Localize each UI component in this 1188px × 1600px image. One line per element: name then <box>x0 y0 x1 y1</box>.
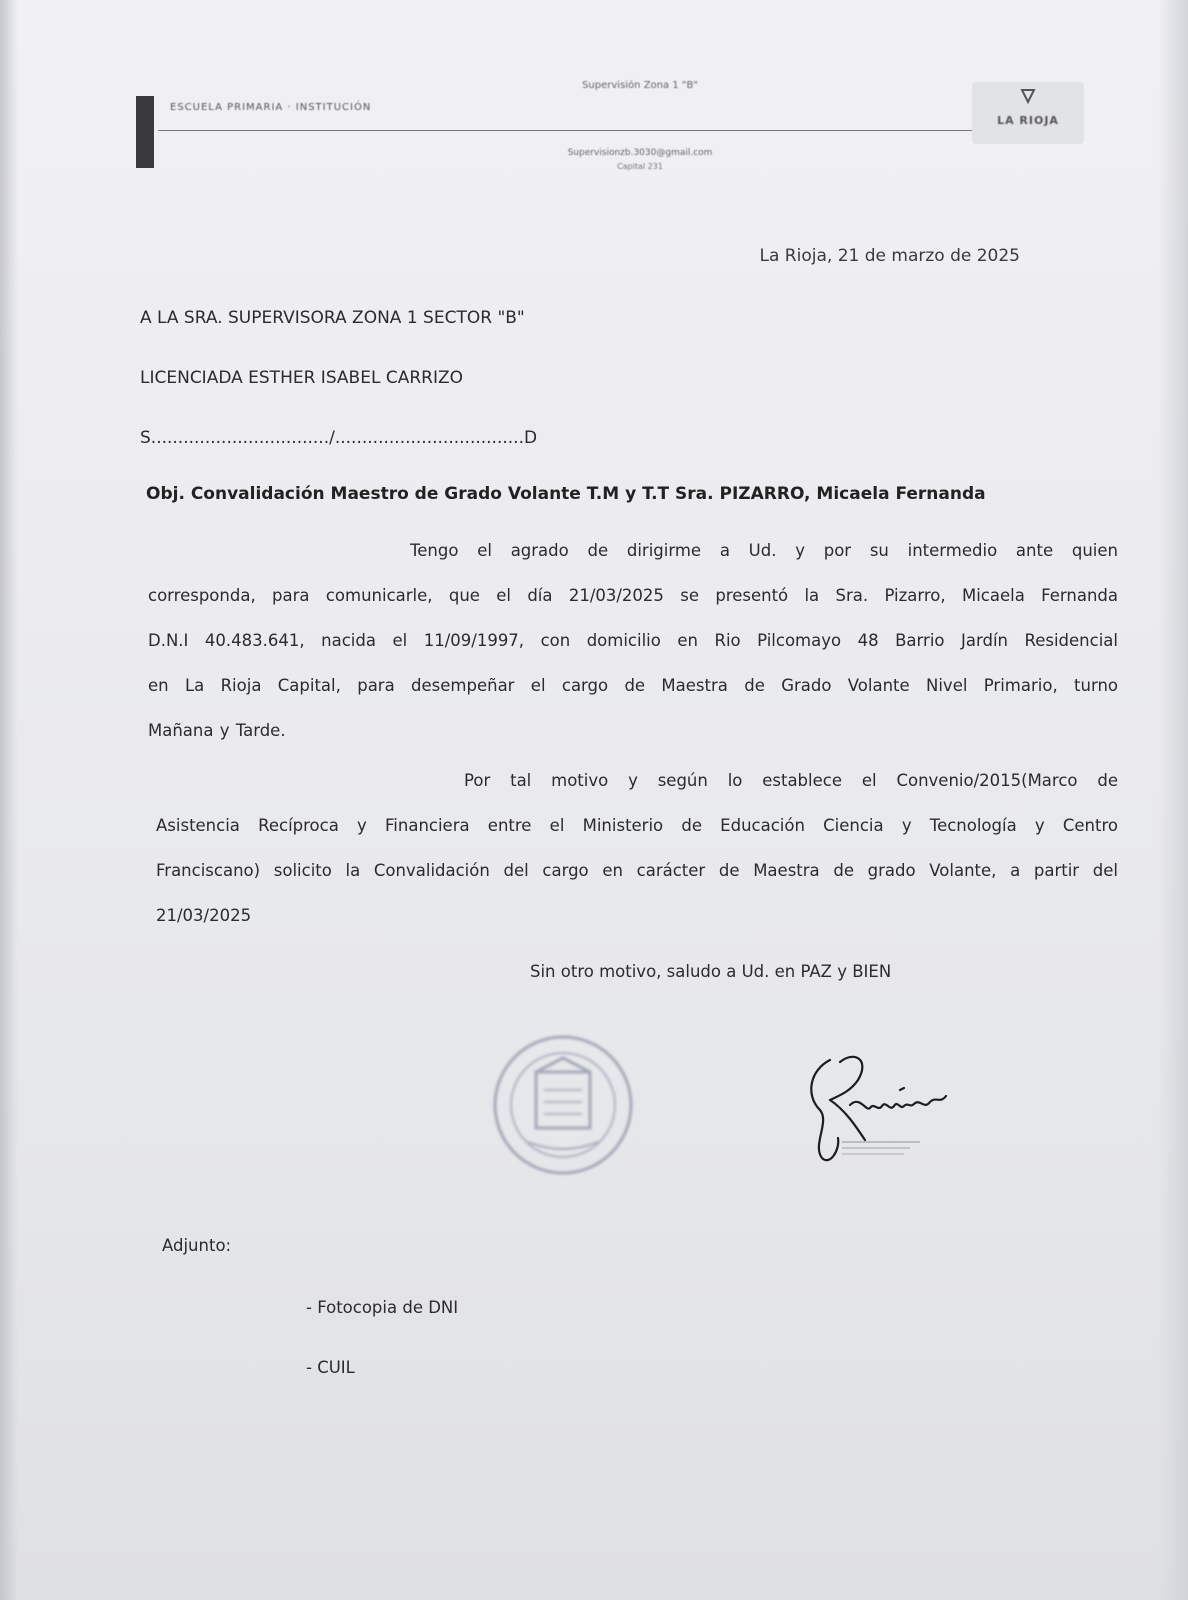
body-paragraph-2 <box>156 758 1118 938</box>
recipient-line-1: A LA SRA. SUPERVISORA ZONA 1 SECTOR "B" <box>140 308 525 328</box>
recipient-line-3: S................................./...................................D <box>140 428 538 448</box>
letter-date: La Rioja, 21 de marzo de 2025 <box>759 246 1020 266</box>
paragraph-line: Asistencia Recíproca y Financiera entre el Ministerio de Educación Ciencia y Tecnología y Centro <box>156 816 1118 835</box>
school-seal-stamp <box>488 1030 638 1180</box>
attachment-item: - Fotocopia de DNI <box>306 1298 459 1317</box>
paragraph-line: en La Rioja Capital, para desempeñar el cargo de Maestra de Grado Volante Nivel Primario, turno <box>148 676 1118 695</box>
paragraph-line: Mañana y Tarde. <box>148 721 286 740</box>
paragraph-line: Franciscano) solicito la Convalidación del cargo en carácter de Maestra de grado Volante, a partir del <box>156 861 1118 880</box>
paragraph-line: corresponda, para comunicarle, que el día 21/03/2025 se presentó la Sra. Pizarro, Micaela Fernanda <box>148 586 1118 605</box>
closing-line: Sin otro motivo, saludo a Ud. en PAZ y BIEN <box>530 962 892 981</box>
la-rioja-logo-text: LA RIOJA <box>997 114 1059 127</box>
letterhead-school-name: ESCUELA PRIMARIA · INSTITUCIÓN <box>170 102 372 113</box>
letterhead-address: Capital 231 <box>617 162 663 171</box>
attachment-item: - CUIL <box>306 1358 355 1377</box>
paragraph-line: D.N.I 40.483.641, nacida el 11/09/1997, con domicilio en Rio Pilcomayo 48 Barrio Jardín Residencial <box>148 631 1118 650</box>
letterhead-rule <box>158 130 978 131</box>
letterhead-email: Supervisionzb.3030@gmail.com <box>567 148 713 158</box>
letter-subject: Obj. Convalidación Maestro de Grado Volante T.M y T.T Sra. PIZARRO, Micaela Fernanda <box>146 484 986 504</box>
recipient-line-2: LICENCIADA ESTHER ISABEL CARRIZO <box>140 368 463 388</box>
attachments-heading: Adjunto: <box>162 1236 232 1255</box>
paragraph-line: Tengo el agrado de dirigirme a Ud. y por su intermedio ante quien <box>410 541 1118 560</box>
letterhead-bar <box>136 96 154 168</box>
paragraph-line: 21/03/2025 <box>156 906 252 925</box>
signature <box>800 1050 970 1170</box>
paragraph-line: Por tal motivo y según lo establece el Convenio/2015(Marco de <box>464 771 1118 790</box>
letterhead-zona: Supervisión Zona 1 "B" <box>582 80 698 91</box>
body-paragraph-1 <box>148 528 1118 753</box>
la-rioja-logo-icon <box>1020 88 1036 104</box>
